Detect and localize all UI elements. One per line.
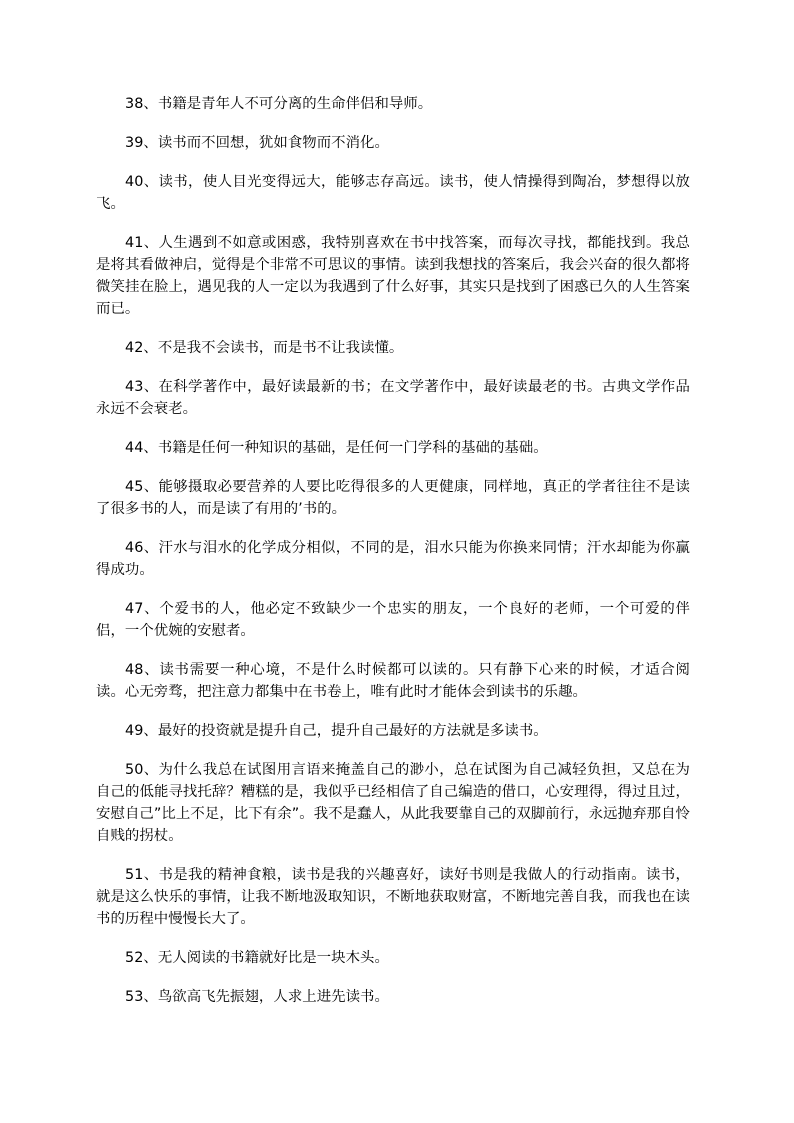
quote-paragraph-47: 47、个爱书的人，他必定不致缺少一个忠实的朋友，一个良好的老师，一个可爱的伴侣，一个优婉的安慰者。	[96, 601, 690, 639]
quote-paragraph-46: 46、汗水与泪水的化学成分相似，不同的是，泪水只能为你换来同情；汗水却能为你赢得成功。	[96, 540, 690, 578]
quote-paragraph-38: 38、书籍是青年人不可分离的生命伴侣和导师。	[125, 96, 433, 112]
quote-paragraph-42: 42、不是我不会读书，而是书不让我读懂。	[125, 340, 404, 356]
quote-paragraph-39: 39、读书而不回想，犹如食物而不消化。	[125, 135, 389, 151]
quote-paragraph-53: 53、鸟欲高飞先振翅，人求上进先读书。	[125, 989, 389, 1005]
quote-paragraph-45: 45、能够摄取必要营养的人要比吃得很多的人更健康，同样地，真正的学者往往不是读了很多书的人，而是读了有用的’书的。	[96, 479, 690, 517]
quote-paragraph-49: 49、最好的投资就是提升自己，提升自己最好的方法就是多读书。	[125, 723, 548, 739]
quote-paragraph-50: 50、为什么我总在试图用言语来掩盖自己的渺小，总在试图为自己减轻负担，又总在为自己的低能寻找托辞？糟糕的是，我似乎已经相信了自己编造的借口，心安理得，得过且过，安慰自己”比上不足，比下有余”。我不是蠢人，从此我要靠自己的双脚前行，永远抛弃那自怜自贱的拐杖。	[96, 762, 690, 844]
document-body	[96, 93, 690, 1025]
quote-paragraph-40: 40、读书，使人目光变得远大，能够志存高远。读书，使人情操得到陶冶，梦想得以放飞。	[96, 174, 690, 212]
quote-paragraph-51: 51、书是我的精神食粮，读书是我的兴趣喜好，读好书则是我做人的行动指南。读书，就是这么快乐的事情，让我不断地汲取知识，不断地获取财富，不断地完善自我，而我也在读书的历程中慢慢长大了。	[96, 867, 690, 927]
quote-paragraph-43: 43、在科学著作中，最好读最新的书；在文学著作中，最好读最老的书。古典文学作品永远不会衰老。	[96, 379, 690, 417]
quote-paragraph-44: 44、书籍是任何一种知识的基础，是任何一门学科的基础的基础。	[125, 440, 548, 456]
quote-paragraph-52: 52、无人阅读的书籍就好比是一块木头。	[125, 950, 389, 966]
quote-paragraph-41: 41、人生遇到不如意或困惑，我特别喜欢在书中找答案，而每次寻找，都能找到。我总是将其看做神启，觉得是个非常不可思议的事情。读到我想找的答案后，我会兴奋的很久都将微笑挂在脸上，遇见我的人一定以为我遇到了什么好事，其实只是找到了困惑已久的人生答案而已。	[96, 235, 690, 317]
quote-paragraph-48: 48、读书需要一种心境，不是什么时候都可以读的。只有静下心来的时候，才适合阅读。心无旁骛，把注意力都集中在书卷上，唯有此时才能体会到读书的乐趣。	[96, 662, 690, 700]
